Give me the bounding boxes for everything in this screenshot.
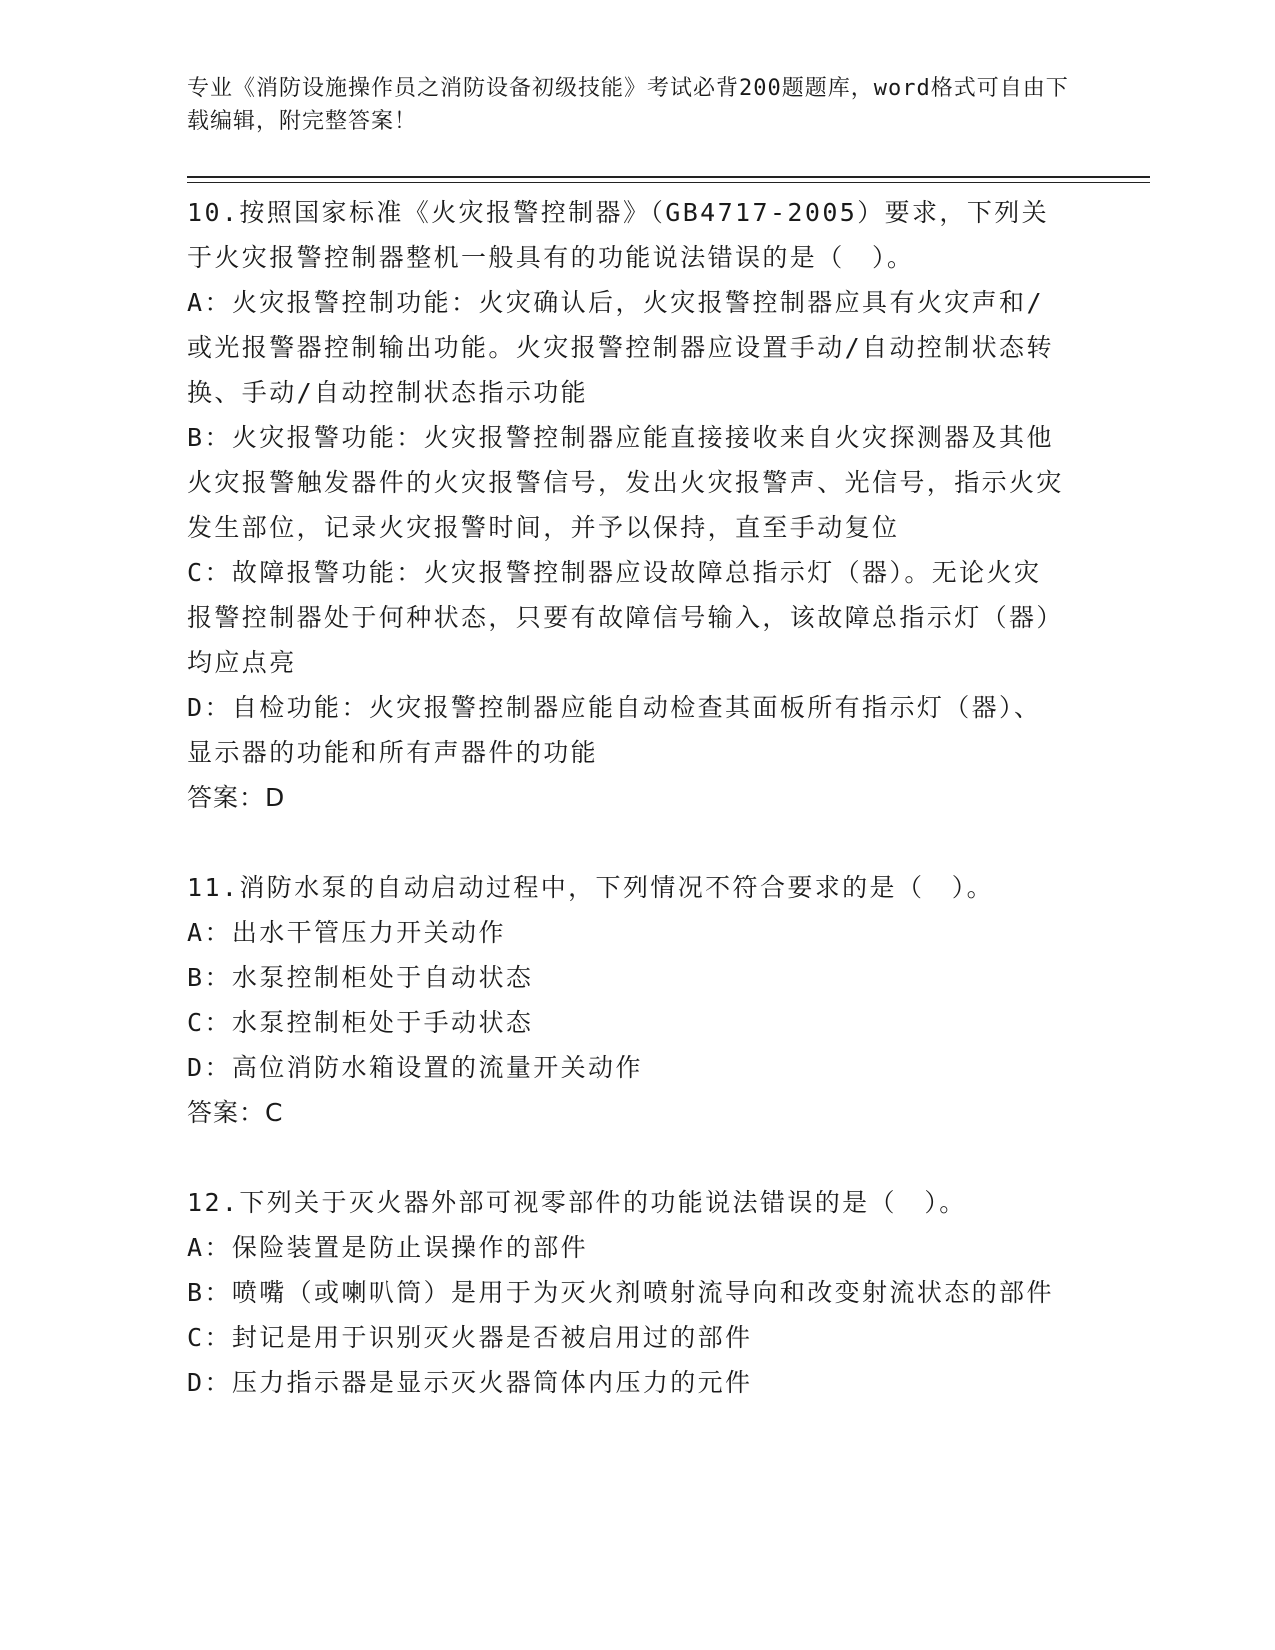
answer: 答案：D — [187, 783, 286, 812]
question-stem: 12.下列关于灭火器外部可视零部件的功能说法错误的是（ ）。 — [187, 1188, 967, 1217]
option-c: C：故障报警功能：火灾报警控制器应设故障总指示灯（器）。无论火灾报警控制器处于何种状态，只要有故障信号输入，该故障总指示灯（器）均应点亮 — [187, 558, 1064, 677]
option-c: C：封记是用于识别灭火器是否被启用过的部件 — [187, 1323, 753, 1352]
spacer — [187, 820, 1067, 865]
answer: 答案：C — [187, 1098, 284, 1127]
option-a: A：保险装置是防止误操作的部件 — [187, 1233, 589, 1262]
document-header: 专业《消防设施操作员之消防设备初级技能》考试必背200题题库，word格式可自由下载编辑，附完整答案！ — [187, 76, 1069, 134]
question-10 — [187, 190, 1067, 820]
option-d: D：高位消防水箱设置的流量开关动作 — [187, 1053, 643, 1082]
option-b: B：喷嘴（或喇叭筒）是用于为灭火剂喷射流导向和改变射流状态的部件 — [187, 1278, 1054, 1307]
option-d: D：压力指示器是显示灭火器筒体内压力的元件 — [187, 1368, 753, 1397]
option-d: D：自检功能：火灾报警控制器应能自动检查其面板所有指示灯（器）、显示器的功能和所有声器件的功能 — [187, 693, 1042, 767]
question-stem: 11.消防水泵的自动启动过程中，下列情况不符合要求的是（ ）。 — [187, 873, 995, 902]
question-11 — [187, 865, 1067, 1135]
option-b: B：火灾报警功能：火灾报警控制器应能直接接收来自火灾探测器及其他火灾报警触发器件的火灾报警信号，发出火灾报警声、光信号，指示火灾发生部位，记录火灾报警时间，并予以保持，直至手动复位 — [187, 423, 1064, 542]
option-a: A：火灾报警控制功能：火灾确认后，火灾报警控制器应具有火灾声和/或光报警器控制输出功能。火灾报警控制器应设置手动/自动控制状态转换、手动/自动控制状态指示功能 — [187, 288, 1054, 407]
option-a: A：出水干管压力开关动作 — [187, 918, 506, 947]
header-divider-thin — [187, 182, 1150, 183]
question-12 — [187, 1180, 1067, 1405]
question-list — [187, 190, 1067, 1405]
option-c: C：水泵控制柜处于手动状态 — [187, 1008, 534, 1037]
header-divider — [187, 176, 1150, 178]
question-stem: 10.按照国家标准《火灾报警控制器》（GB4717-2005）要求，下列关于火灾报警控制器整机一般具有的功能说法错误的是（ ）。 — [187, 198, 1050, 272]
option-b: B：水泵控制柜处于自动状态 — [187, 963, 534, 992]
spacer — [187, 1135, 1067, 1180]
